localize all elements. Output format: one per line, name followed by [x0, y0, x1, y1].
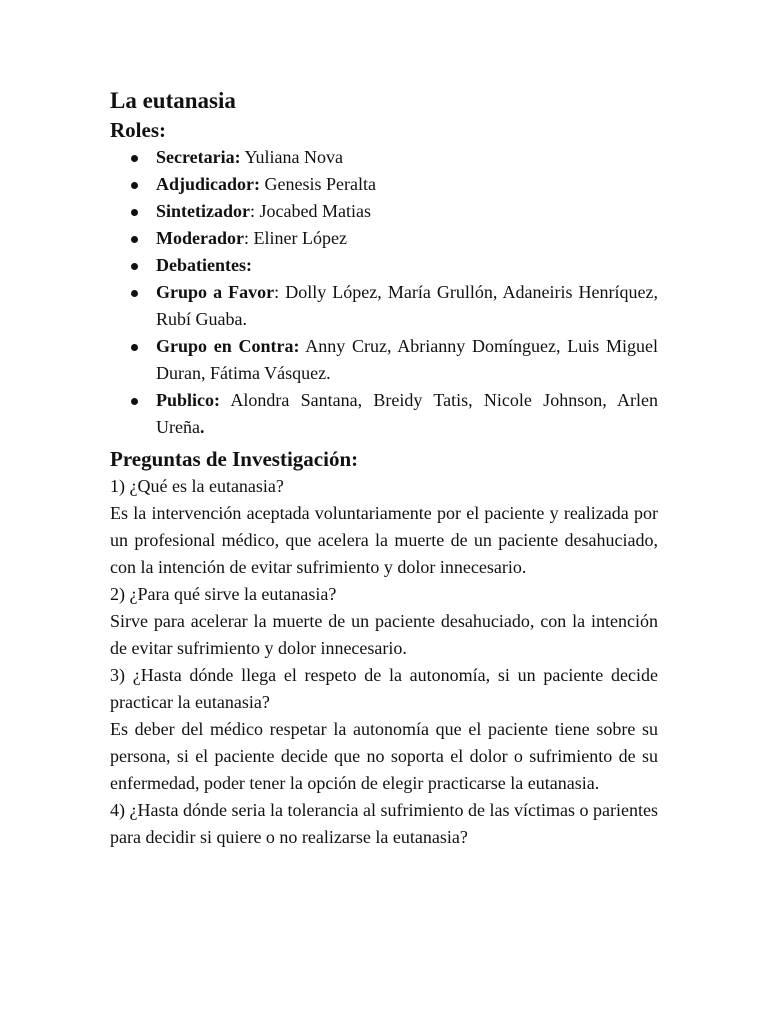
role-label: Secretaria:	[156, 147, 241, 167]
question-1: 1) ¿Qué es la eutanasia?	[110, 476, 284, 496]
role-label: Adjudicador:	[156, 174, 261, 194]
bullet-icon	[131, 236, 138, 243]
role-value: : Dolly López, María Grullón, Adaneiris Henríquez, Rubí Guaba.	[156, 282, 658, 329]
role-item-moderador	[110, 225, 658, 252]
role-item-sintetizador	[110, 198, 658, 225]
question-3: 3) ¿Hasta dónde llega el respeto de la autonomía, si un paciente decide practicar la eutanasia?	[110, 665, 658, 712]
question-4: 4) ¿Hasta dónde seria la tolerancia al sufrimiento de las víctimas o parientes para decidir si quiere o no realizarse la eutanasia?	[110, 800, 658, 847]
role-value: Yuliana Nova	[240, 147, 343, 167]
role-trailing-period: .	[199, 417, 205, 437]
role-value: : Eliner López	[243, 228, 347, 248]
role-label: Publico:	[156, 390, 221, 410]
role-item-grupo-a-favor	[110, 279, 658, 333]
role-label: Sintetizador	[156, 201, 250, 221]
bullet-icon	[131, 155, 138, 162]
question-2: 2) ¿Para qué sirve la eutanasia?	[110, 584, 337, 604]
role-label: Grupo a Favor	[156, 282, 275, 302]
role-item-debatientes	[110, 252, 658, 279]
document-title: La eutanasia	[110, 88, 236, 113]
role-item-secretaria	[110, 144, 658, 171]
role-value: Alondra Santana, Breidy Tatis, Nicole Johnson, Arlen Ureña	[156, 390, 658, 437]
role-label: Debatientes:	[156, 255, 252, 275]
answer-2: Sirve para acelerar la muerte de un paciente desahuciado, con la intención de evitar sufrimiento y dolor innecesario.	[110, 611, 658, 658]
role-value: Anny Cruz, Abrianny Domínguez, Luis Miguel Duran, Fátima Vásquez.	[156, 336, 659, 383]
bullet-icon	[131, 344, 138, 351]
bullet-icon	[131, 209, 138, 216]
bullet-icon	[131, 182, 138, 189]
questions-heading: Preguntas de Investigación:	[110, 447, 359, 471]
roles-heading: Roles:	[110, 118, 166, 142]
role-item-grupo-en-contra	[110, 333, 658, 387]
roles-list	[110, 144, 658, 441]
role-label: Moderador	[156, 228, 244, 248]
bullet-icon	[131, 263, 138, 270]
role-label: Grupo en Contra:	[156, 336, 300, 356]
role-value: Genesis Peralta	[260, 174, 376, 194]
role-value: : Jocabed Matias	[250, 201, 371, 221]
bullet-icon	[131, 290, 138, 297]
answer-3: Es deber del médico respetar la autonomía que el paciente tiene sobre su persona, si el paciente decide que no soporta el dolor o sufrimiento de su enfermedad, poder tener la opción de elegir practicarse la eutanasia.	[110, 719, 658, 793]
bullet-icon	[131, 398, 138, 405]
answer-1: Es la intervención aceptada voluntariamente por el paciente y realizada por un profesional médico, que acelera la muerte de un paciente desahuciado, con la intención de evitar sufrimiento y dolor innecesario.	[110, 503, 658, 577]
document-content	[110, 86, 658, 851]
role-item-adjudicador	[110, 171, 658, 198]
role-item-publico	[110, 387, 658, 441]
